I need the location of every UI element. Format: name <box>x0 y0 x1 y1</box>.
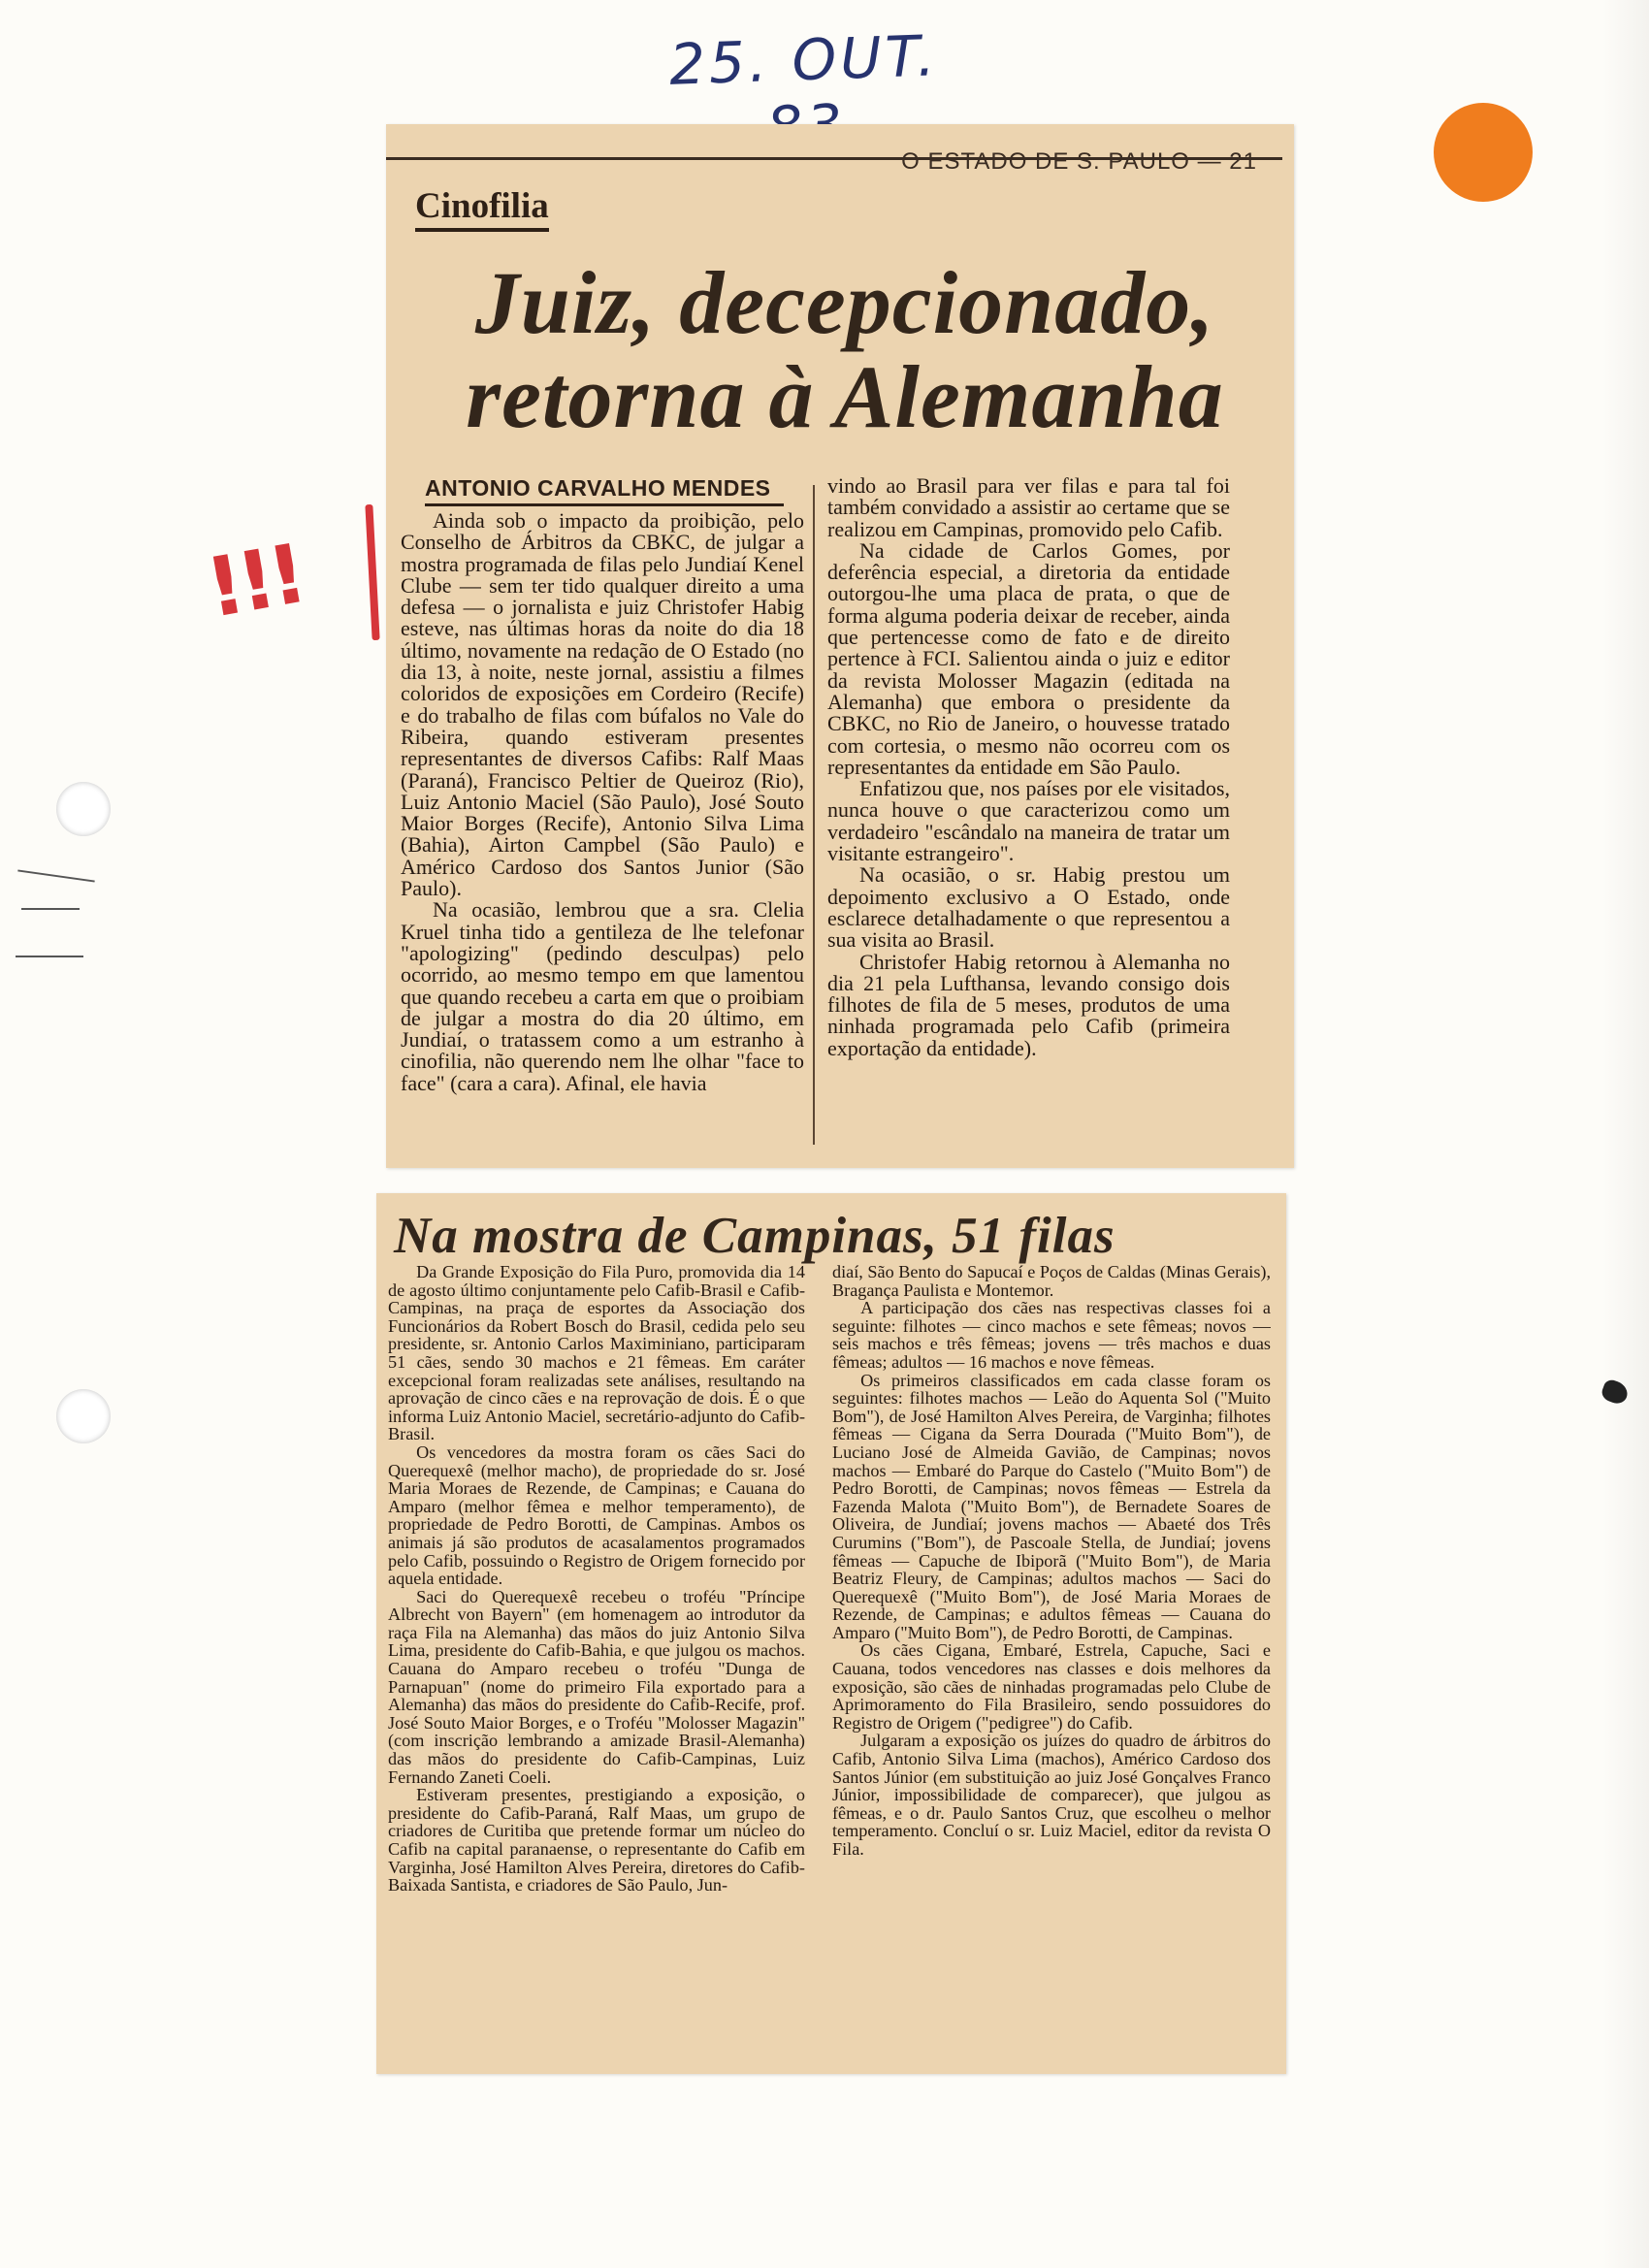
section-label: Cinofilia <box>415 188 549 232</box>
paragraph: Christofer Habig retornou à Alemanha no dia 21 pela Lufthansa, levando consigo dois filhotes de fila de 5 meses, produtos de uma ninhada programada pelo Cafib (primeira exportação da entidade). <box>827 949 1230 1060</box>
article-column-2 <box>827 475 1230 1154</box>
punch-hole-top <box>56 782 111 836</box>
margin-dash <box>16 956 83 957</box>
paragraph: Enfatizou que, nos países por ele visitados, nunca houve o que caracterizou como um verdadeiro "escândalo na maneira de tratar um visitante estrangeiro". <box>827 776 1230 866</box>
article-column-2 <box>832 1263 1271 2068</box>
punch-hole-bottom <box>56 1389 111 1443</box>
paragraph: A participação dos cães nas respectivas classes foi a seguinte: filhotes — cinco machos e sete fêmeas; novos — seis machos e três fêmeas; jovens — três machos e duas fêmeas; adultos — 16 machos e nove fêmeas. <box>832 1298 1271 1372</box>
orange-sticker <box>1434 103 1533 202</box>
paragraph: Na ocasião, o sr. Habig prestou um depoimento exclusivo a O Estado, onde esclarece detalhadamente o que representou a sua visita ao Brasil. <box>827 862 1230 953</box>
paragraph: Os cães Cigana, Embaré, Estrela, Capuche, Saci e Cauana, todos vencedores nas classes e dois melhores da exposição, são cães de ninhadas programadas pelo Clube de Aprimoramento do Fila Brasileiro, sendo possuidores do Registro de Origem ("pedigree") do Cafib. <box>832 1640 1271 1733</box>
paragraph: Na cidade de Carlos Gomes, por deferência especial, a diretoria da entidade outorgou-lhe uma placa de prata, o que de forma alguma poderia deixar de receber, ainda que pertencesse como de fato e de direito pertence à FCI. Salientou ainda o juiz e editor da revista Molosser Magazin (editada na Alemanha) que embora o presidente da CBKC, no Rio de Janeiro, o houvesse tratado com cortesia, o mesmo não ocorreu com os representantes da entidade em São Paulo. <box>827 537 1230 779</box>
headline-line-1: Juiz, decepcionado, <box>474 253 1215 352</box>
article-column-1 <box>388 1263 805 2068</box>
paragraph: Saci do Querequexê recebeu o troféu "Príncipe Albrecht von Bayern" (em homenagem ao introdutor da raça Fila na Alemanha) das mãos do juiz Antonio Silva Lima, presidente do Cafib-Bahia, e que julgou os machos. Cauana do Amparo recebeu o troféu "Dunga de Parnapuan" (nome do primeiro Fila exportado para a Alemanha) das mãos do presidente do Cafib-Recife, prof. José Souto Maior Borges, e o Troféu "Molosser Magazin" (com inscrição lembrando a amizade Brasil-Alemanha) das mãos do presidente do Cafib-Campinas, Luiz Fernando Zaneti Coeli. <box>388 1586 805 1787</box>
margin-dash <box>21 908 80 910</box>
headline <box>405 253 1284 446</box>
handwritten-exclamation-marks: !!! <box>199 526 308 636</box>
paragraph: Da Grande Exposição do Fila Puro, promovida dia 14 de agosto último conjuntamente pelo Cafib-Brasil e Cafib-Campinas, na praça de esportes da Associação dos Funcionários da Robert Bosch do Brasil, cedida pelo seu presidente, sr. Antonio Carlos Maximiniano, participaram 51 cães, sendo 30 machos e 21 fêmeas. Em caráter excepcional foram realizadas sete análises, resultando na aprovação de cinco cães e na reprovação de dois. É o que informa Luiz Antonio Maciel, secretário-adjunto do Cafib-Brasil. <box>388 1263 805 1444</box>
red-marker-line <box>365 504 379 640</box>
paragraph: Julgaram a exposição os juízes do quadro de árbitros do Cafib, Antonio Silva Lima (machos), Américo Cardoso dos Santos Júnior (em substituição ao juiz José Gonçalves Franco Júnior, impossibilidade de comparecer), que julgou as fêmeas, e o dr. Paulo Santos Cruz, que escolheu o melhor temperamento. Concluí o sr. Luiz Maciel, editor da revista O Fila. <box>832 1731 1271 1859</box>
paragraph: Na ocasião, lembrou que a sra. Clelia Kruel tinha tido a gentileza de lhe telefonar "apologizing" (pedindo desculpas) pelo ocorrido, ao mesmo tempo em que lamentou que quando recebeu a carta em que o proibiam de julgar a mostra do dia 20 último, em Jundiaí, o tratassem como a um estranho à cinofilia, não querendo nem lhe olhar "face to face" (cara a cara). Afinal, ele havia <box>401 897 804 1095</box>
newspaper-clipping-2 <box>376 1193 1286 2074</box>
column-rule <box>813 485 815 1145</box>
paragraph: Estiveram presentes, prestigiando a exposição, o presidente do Cafib-Paraná, Ralf Maas, um grupo de criadores de Curitiba que pretende formar um núcleo do Cafib na capital paranaense, o representante do Cafib em Varginha, José Hamilton Alves Pereira, diretores do Cafib-Baixada Santista, e criadores de São Paulo, Jun- <box>388 1785 805 1895</box>
paragraph: Os primeiros classificados em cada classe foram os seguintes: filhotes machos — Leão do Aquenta Sol ("Muito Bom"), de José Hamilton Alves Pereira, de Varginha; filhotes fêmeas — Cigana da Serra Dourada ("Muito Bom"), de Luciano José de Almeida Gavião, de Campinas; novos machos — Embaré do Parque do Castelo ("Muito Bom") de Pedro Borotti, de Campinas; novos fêmeas — Estrela da Fazenda Malota ("Muito Bom"), de Bernadete Soares de Oliveira, de Jundiaí; jovens machos — Abaeté dos Três Curumins ("Bom"), de Pascoale Stella, de Jundiaí; jovens fêmeas — Capuche de Ibiporã ("Muito Bom"), de Maria Beatriz Fleury, de Campinas; adultos machos — Saci do Querequexê ("Muito Bom"), de José Maria Moraes de Rezende, de Campinas; e adultos fêmeas — Cauana do Amparo ("Muito Bom"), de Pedro Borotti, de Campinas. <box>832 1370 1271 1642</box>
headline-line-2: retorna à Alemanha <box>466 346 1224 446</box>
paragraph: Os vencedores da mostra foram os cães Saci do Querequexê (melhor macho), de propriedade do sr. José Maria Moraes de Rezende, de Campinas; e Cauana do Amparo (melhor fêmea e melhor temperamento), de propriedade de Pedro Borotti, de Campinas. Ambos os animais já são produtos de acasalamentos programados pelo Cafib, possuindo o Registro de Origem fornecido por aquela entidade. <box>388 1442 805 1589</box>
margin-dash <box>17 869 94 882</box>
handwritten-date: 25. OUT. <box>667 22 940 98</box>
byline: ANTONIO CARVALHO MENDES <box>425 475 784 506</box>
paragraph: Ainda sob o impacto da proibição, pelo Conselho de Árbitros da CBKC, de julgar a mostra programada de filas pelo Jundiaí Kenel Clube — sem ter tido qualquer direito a uma defesa — o jornalista e juiz Christofer Habig esteve, nas últimas horas da noite do dia 18 último, novamente na redação de O Estado (no dia 13, à noite, neste jornal, assistiu a filmes coloridos de exposições em Cordeiro (Recife) e do trabalho de filas com búfalos no Vale do Ribeira, quando estiveram presentes representantes de diversos Cafibs: Ralf Maas (Paraná), Francisco Peltier de Queiroz (Rio), Luiz Antonio Maciel (São Paulo), José Souto Maior Borges (Recife), Antonio Silva Lima (Bahia), Airton Campbel (São Paulo) e Américo Cardoso dos Santos Junior (São Paulo). <box>401 510 804 901</box>
article-column-1 <box>401 510 804 1149</box>
newspaper-clipping-1 <box>386 124 1294 1168</box>
page-edge <box>1602 0 1649 2268</box>
paragraph: vindo ao Brasil para ver filas e para tal foi também convidado a assistir ao certame que se realizou em Campinas, promovido pelo Cafib. <box>827 475 1230 541</box>
headline: Na mostra de Campinas, 51 filas <box>394 1208 1116 1264</box>
paragraph: diaí, São Bento do Sapucaí e Poços de Caldas (Minas Gerais), Bragança Paulista e Montemor. <box>832 1263 1271 1300</box>
masthead: O ESTADO DE S. PAULO — 21 <box>901 148 1257 175</box>
